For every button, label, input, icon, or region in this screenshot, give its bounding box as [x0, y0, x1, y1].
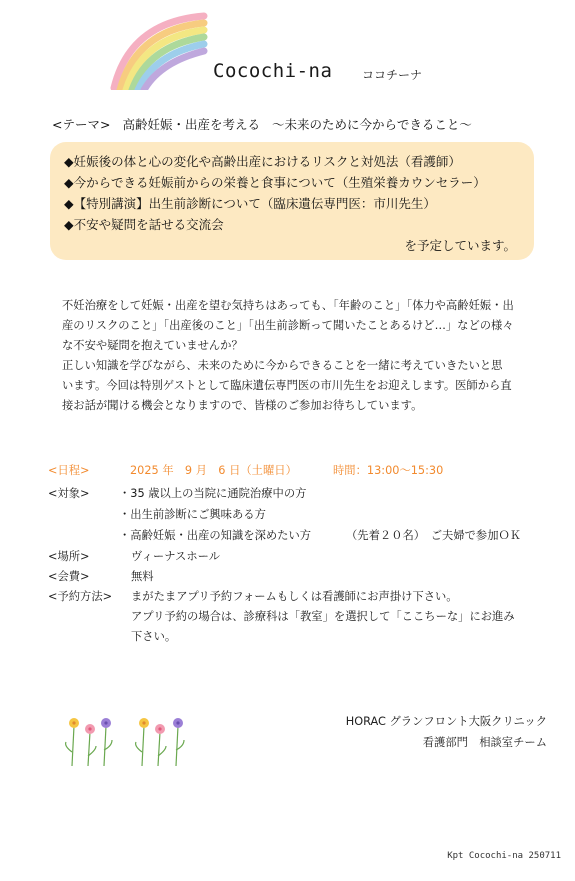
target-label: <対象> [48, 487, 90, 500]
topic-item: ◆今からできる妊娠前からの栄養と食事について（生殖栄養カウンセラー） [64, 175, 486, 190]
reservation-label: <予約方法> [48, 590, 113, 603]
topic-footer: を予定しています。 [404, 238, 516, 253]
venue-value: ヴィーナスホール [131, 550, 221, 563]
fee-value: 無料 [131, 570, 154, 583]
intro-paragraph-2 [62, 356, 530, 416]
topic-item: ◆妊娠後の体と心の変化や高齢出産におけるリスクと対処法（看護師） [64, 154, 461, 169]
time-value: 時間：13:00〜15:30 [333, 464, 444, 477]
topic-box [50, 142, 534, 260]
intro-line: 正しい知識を学びながら、未来のために今からできることを一緒に考えていきたいと思 [62, 359, 503, 372]
target-item: ・出生前診断にご興味ある方 [119, 508, 266, 521]
intro-line: います。今回は特別ゲストとして臨床遺伝専門医の市川先生をお迎えします。医師から直 [62, 379, 512, 392]
clinic-name: HORAC グランフロント大阪クリニック [345, 715, 547, 728]
target-item: ・高齢妊娠・出産の知識を深めたい方 [119, 529, 312, 542]
topic-item: ◆不安や疑問を話せる交流会 [64, 217, 224, 232]
target-item: ・35 歳以上の当院に通院治療中の方 [119, 487, 307, 500]
reservation-line: まがたまアプリ予約フォームもしくは看護師にお声掛け下さい。 [131, 590, 458, 603]
intro-line: 不妊治療をして妊娠・出産を望む気持ちはあっても、「年齢のこと」「体力や高齢妊娠・出 [62, 299, 514, 312]
page-title-kana: ココチーナ [362, 68, 423, 82]
intro-text [62, 296, 530, 416]
footer-organization [346, 711, 547, 753]
theme-subtext: 〜未来のために今からできること〜 [271, 117, 472, 132]
intro-paragraph-1 [62, 296, 530, 356]
theme-text: 高齢妊娠・出産を考える [122, 117, 260, 132]
theme-line [52, 115, 472, 133]
date-label: <日程> [48, 464, 90, 477]
date-value: 2025 年 9 月 6 日（土曜日） [130, 464, 297, 477]
fee-label: <会費> [48, 570, 90, 583]
intro-line: な不安や疑問を抱えていませんか？ [62, 339, 243, 352]
page-title: Cocochi-na [213, 60, 333, 82]
reservation-line: 下さい。 [131, 630, 177, 643]
reservation-line: アプリ予約の場合は、診療科は「教室」を選択して「ここちーな」にお進み [131, 610, 515, 623]
theme-tag: <テーマ> [52, 117, 111, 132]
flowers-illustration [60, 712, 210, 768]
department-name: 看護部門 相談室チーム [422, 736, 547, 749]
intro-line: 産のリスクのこと」「出産後のこと」「出生前診断って聞いたことあるけど…」などの様々 [62, 319, 514, 332]
venue-label: <場所> [48, 550, 90, 563]
capacity-note: （先着２０名） ご夫婦で参加ＯＫ [346, 529, 522, 542]
topic-item: ◆【特別講演】出生前診断について（臨床遺伝専門医：市川先生） [64, 196, 436, 211]
document-code: Kpt Cocochi-na 250711 [447, 851, 561, 861]
intro-line: 接お話が聞ける機会となりますので、皆様のご参加お待ちしています。 [62, 399, 423, 412]
rainbow-illustration [100, 8, 208, 90]
